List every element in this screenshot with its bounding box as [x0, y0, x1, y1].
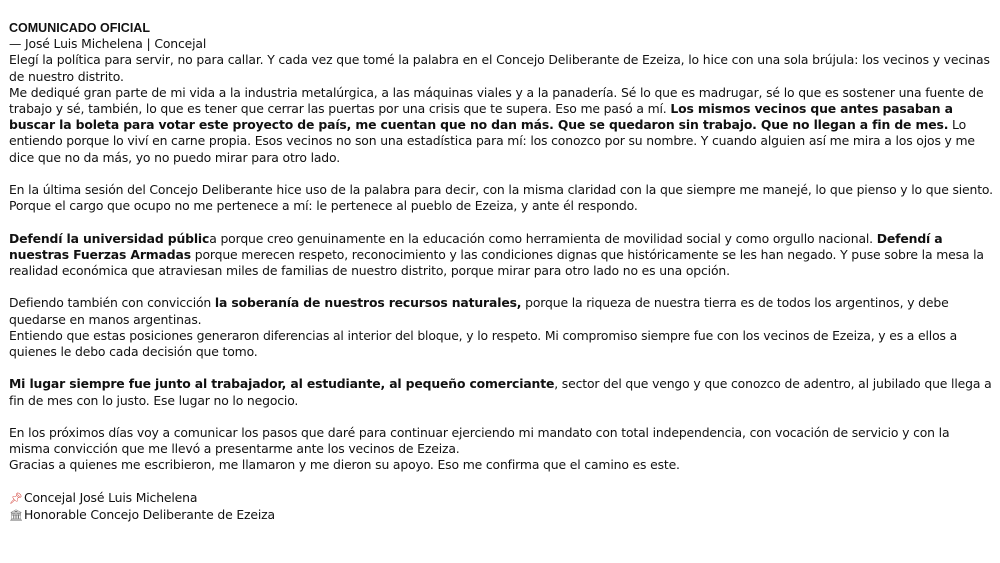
paragraph-spacer	[9, 360, 993, 376]
official-statement	[9, 20, 993, 524]
signature-name-text: Concejal José Luis Michelena	[24, 489, 198, 505]
paragraph-background-text: Me dediqué gran parte de mi vida a la industria metalúrgica, a las máquinas viales y a la panadería. Sé lo que es madrugar, sé lo que es sostener una fuente de trabajo y sé, también, lo que es tener que cerrar las puertas por una crisis que te supera. Eso me pasó a mí.	[9, 84, 984, 117]
paragraph-session: En la última sesión del Concejo Deliberante hice uso de la palabra para decir, con la misma claridad con la que siempre me manejé, lo que pienso y lo que siento. Porque el cargo que ocupo no me pertenece a mí: le pertenece al pueblo de Ezeiza, y ante él respondo.	[9, 182, 993, 214]
paragraph-defense-text: a porque creo genuinamente en la educación como herramienta de movilidad social y como orgullo nacional.	[209, 230, 877, 246]
statement-byline: — José Luis Michelena | Concejal	[9, 36, 207, 52]
paragraph-spacer	[9, 409, 993, 425]
statement-title: COMUNICADO OFICIAL	[9, 21, 150, 35]
paragraph-next-steps: En los próximos días voy a comunicar los pasos que daré para continuar ejerciendo mi mandato con total independencia, con vocación de servicio y con la misma convicción que me llevó a presentarme ante los vecinos de Ezeiza.	[9, 425, 950, 457]
paragraph-defense-text-end: porque merecen respeto, reconocimiento y las condiciones dignas que históricamente se les han negado. Y puse sobre la mesa la realidad económica que atraviesan miles de familias de nuestro distrito, porque mirar para otro lado no es una opción.	[9, 246, 984, 279]
paragraph-commitment	[9, 376, 993, 408]
signature-name	[9, 490, 993, 507]
paragraph-spacer	[9, 214, 993, 230]
paragraph-background	[9, 85, 993, 166]
pushpin-icon: 📌︎	[9, 491, 23, 505]
paragraph-sovereignty-text: Defiendo también con convicción	[9, 295, 215, 311]
paragraph-bloc: Entiendo que estas posiciones generaron diferencias al interior del bloque, y lo respeto. Mi compromiso siempre fue con los vecinos de Ezeiza, y es a ellos a quienes le debo cada decisión que tomo.	[9, 327, 958, 360]
paragraph-sovereignty	[9, 295, 993, 327]
paragraph-commitment-text: , sector del que vengo y que conozco de adentro, al jubilado que llega a fin de mes con lo justo. Ese lugar no lo negocio.	[9, 376, 992, 408]
signature-institution	[9, 507, 993, 524]
paragraph-intro: Elegí la política para servir, no para callar. Y cada vez que tomé la palabra en el Concejo Deliberante de Ezeiza, lo hice con una sola brújula: los vecinos y vecinas de nuestro distrito.	[9, 52, 990, 84]
paragraph-thanks: Gracias a quienes me escribieron, me llamaron y me dieron su apoyo. Eso me confirma que el camino es este.	[9, 457, 680, 473]
paragraph-defense-university: Defendí la universidad públic	[9, 230, 210, 246]
classical-building-icon: 🏛︎	[9, 509, 23, 522]
paragraph-sovereignty-text-end: porque la riqueza de nuestra tierra es de todos los argentinos, y debe quedarse en manos argentinas.	[9, 295, 949, 327]
paragraph-spacer	[9, 279, 993, 295]
paragraph-defense	[9, 231, 993, 280]
paragraph-commitment-emphasis: Mi lugar siempre fue junto al trabajador, al estudiante, al pequeño comerciante	[9, 376, 555, 392]
signature-institution-text: Honorable Concejo Deliberante de Ezeiza	[24, 507, 275, 522]
paragraph-spacer	[9, 166, 993, 182]
paragraph-sovereignty-emphasis: la soberanía de nuestros recursos naturales,	[214, 295, 522, 311]
paragraph-background-text-end: Lo entiendo porque lo viví en carne propia. Esos vecinos no son una estadística para mí: los conozco por su nombre. Y cuando alguien así me mira a los ojos y me dice que no da más, yo no puedo mirar para otro lado.	[9, 117, 975, 165]
paragraph-background-emphasis: Los mismos vecinos que antes pasaban a buscar la boleta para votar este proyecto de país, me cuentan que no dan más. Que se quedaron sin trabajo. Que no llegan a fin de mes.	[9, 101, 953, 133]
paragraph-defense-armed-forces: Defendí a nuestras Fuerzas Armadas	[9, 230, 943, 262]
paragraph-spacer	[9, 474, 993, 490]
